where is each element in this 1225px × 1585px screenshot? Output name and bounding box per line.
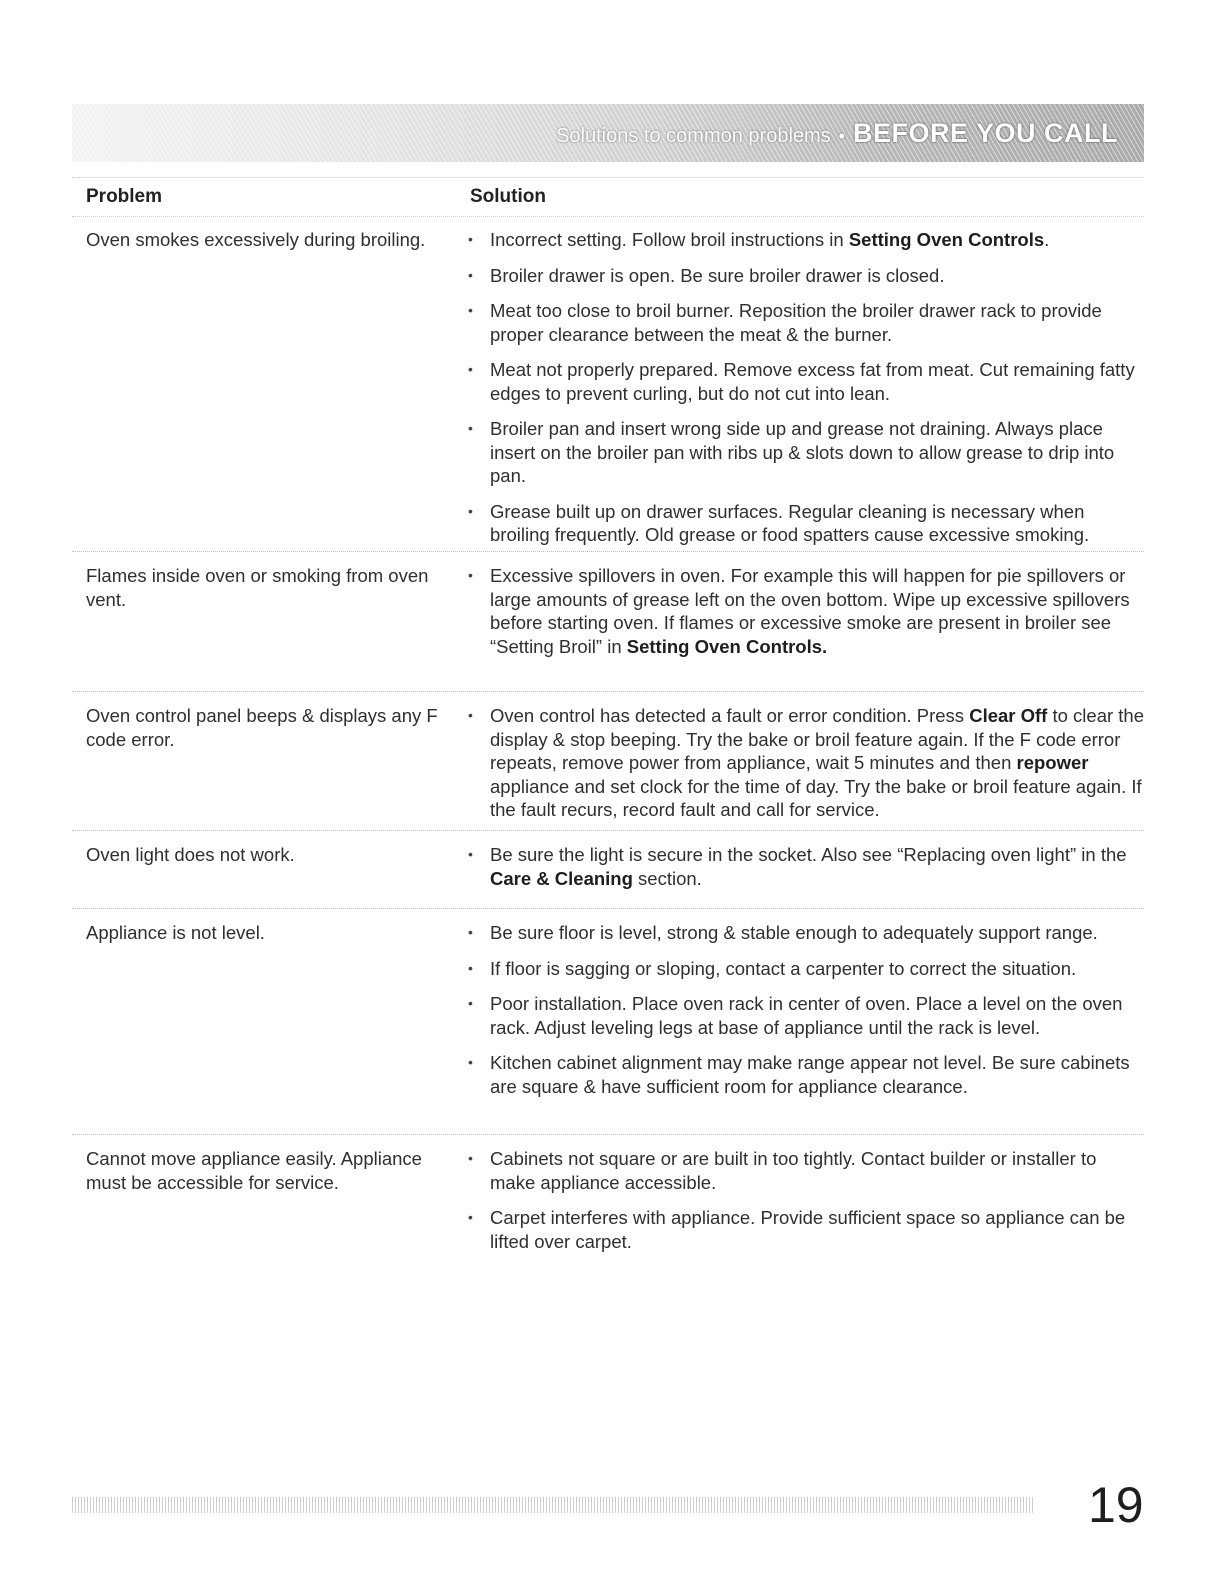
bullet-icon: •: [468, 1054, 473, 1070]
bullet-icon: •: [468, 846, 473, 862]
solution-item: [452, 843, 1144, 890]
solution-list: [452, 704, 1144, 834]
solution-item: [452, 957, 1144, 981]
solution-text: Meat too close to broil burner. Reposition the broiler drawer rack to provide proper clearance between the meat & the burner.: [490, 300, 1102, 345]
section-header-band: [72, 104, 1144, 162]
solution-list: [452, 564, 1144, 670]
bullet-icon: •: [468, 420, 473, 436]
solution-text: Cabinets not square or are built in too tightly. Contact builder or installer to make appliance accessible.: [490, 1148, 1097, 1193]
solution-item: [452, 992, 1144, 1039]
table-row: [72, 552, 1144, 692]
solution-text: to clear the display & stop beeping. Try the bake or broil feature again. If the F code error repeats, remove power from appliance, wait 5 minutes and then: [490, 705, 1145, 773]
bullet-icon: •: [468, 995, 473, 1011]
bullet-icon: •: [468, 924, 473, 940]
solution-text: Excessive spillovers in oven. For example this will happen for pie spillovers or large amounts of grease left on the oven bottom. Wipe up excessive spillovers before starting oven. If flames or excessive smoke are present in broiler see “Setting Broil” in: [490, 565, 1130, 657]
solution-item: [452, 1051, 1144, 1098]
problem-text: Oven light does not work.: [86, 844, 295, 865]
solution-text: Poor installation. Place oven rack in center of oven. Place a level on the oven rack. Adjust leveling legs at base of appliance until the rack is level.: [490, 993, 1123, 1038]
solution-text: Carpet interferes with appliance. Provide sufficient space so appliance can be lifted over carpet.: [490, 1207, 1126, 1252]
header-title: BEFORE YOU CALL: [852, 118, 1118, 148]
solution-emphasis: Setting Oven Controls.: [626, 635, 828, 657]
solution-text: Be sure floor is level, strong & stable enough to adequately support range.: [490, 922, 1098, 943]
problem-text: Flames inside oven or smoking from oven vent.: [86, 565, 429, 610]
solution-emphasis: Care & Cleaning: [490, 867, 633, 889]
solution-text: Meat not properly prepared. Remove excess fat from meat. Cut remaining fatty edges to prevent curling, but do not cut into lean.: [490, 359, 1135, 404]
header-subtitle: Solutions to common problems: [556, 125, 831, 147]
footer-decorative-bar: [72, 1497, 1034, 1513]
solution-item: [452, 921, 1144, 945]
table-top-rule: [72, 177, 1144, 178]
solution-list: [452, 921, 1144, 1110]
table-row: [72, 1135, 1144, 1255]
solution-text: Oven control has detected a fault or error condition. Press: [490, 705, 970, 726]
solution-item: [452, 228, 1144, 252]
problem-text: Appliance is not level.: [86, 922, 265, 943]
bullet-icon: •: [468, 959, 473, 976]
solution-item: [452, 1206, 1144, 1253]
bullet-icon: •: [468, 1209, 473, 1225]
bullet-icon: •: [468, 302, 473, 318]
table-row: [72, 831, 1144, 909]
solution-list: [452, 228, 1144, 559]
solution-item: [452, 264, 1144, 288]
table-row: [72, 692, 1144, 831]
solution-item: [452, 358, 1144, 405]
solution-text: Kitchen cabinet alignment may make range appear not level. Be sure cabinets are square & have sufficient room for appliance clearance.: [490, 1052, 1130, 1097]
solution-emphasis: repower: [1016, 752, 1089, 773]
problem-text: Oven control panel beeps & displays any F code error.: [86, 705, 438, 750]
solution-item: [452, 500, 1144, 547]
bullet-icon: •: [468, 567, 473, 583]
bullet-icon: •: [468, 707, 473, 723]
bullet-icon: •: [468, 266, 473, 283]
solution-text: appliance and set clock for the time of day. Try the bake or broil feature again. If the fault recurs, record fault and call for service.: [490, 775, 1142, 820]
solution-emphasis: Clear Off: [969, 705, 1048, 726]
bullet-icon: •: [468, 502, 473, 519]
solution-text: Be sure the light is secure in the socket. Also see “Replacing oven light” in the: [490, 844, 1127, 865]
solution-item: [452, 1147, 1144, 1194]
solution-list: [452, 1147, 1144, 1265]
solution-text: Broiler pan and insert wrong side up and grease not draining. Always place insert on the broiler pan with ribs up & slots down to allow grease to drip into pan.: [490, 418, 1115, 486]
header-separator: •: [838, 126, 845, 146]
column-header-problem: Problem: [86, 186, 163, 207]
section-header-title: [556, 118, 1118, 149]
solution-item: [452, 704, 1144, 822]
solution-item: [452, 564, 1144, 658]
solution-text: Grease built up on drawer surfaces. Regular cleaning is necessary when broiling frequently. Old grease or food spatters cause excessive smoking.: [490, 500, 1090, 545]
solution-text: Broiler drawer is open. Be sure broiler drawer is closed.: [490, 264, 945, 286]
bullet-icon: •: [468, 231, 473, 247]
solution-text: If floor is sagging or sloping, contact a carpenter to correct the situation.: [490, 957, 1077, 979]
page-number: 19: [1088, 1477, 1144, 1533]
solution-text: .: [1044, 229, 1050, 250]
solution-item: [452, 299, 1144, 346]
solution-text: Incorrect setting. Follow broil instructions in: [490, 229, 849, 250]
table-row: [72, 216, 1144, 552]
problem-text: Oven smokes excessively during broiling.: [86, 229, 426, 250]
column-header-solution: Solution: [470, 186, 546, 207]
solution-emphasis: Setting Oven Controls: [848, 229, 1045, 250]
solution-list: [452, 843, 1144, 902]
bullet-icon: •: [468, 1150, 473, 1166]
problem-text: Cannot move appliance easily. Appliance must be accessible for service.: [86, 1148, 422, 1193]
bullet-icon: •: [468, 361, 473, 377]
solution-text: section.: [632, 867, 702, 889]
table-row: [72, 909, 1144, 1135]
solution-item: [452, 417, 1144, 488]
troubleshooting-table: [72, 216, 1144, 1255]
